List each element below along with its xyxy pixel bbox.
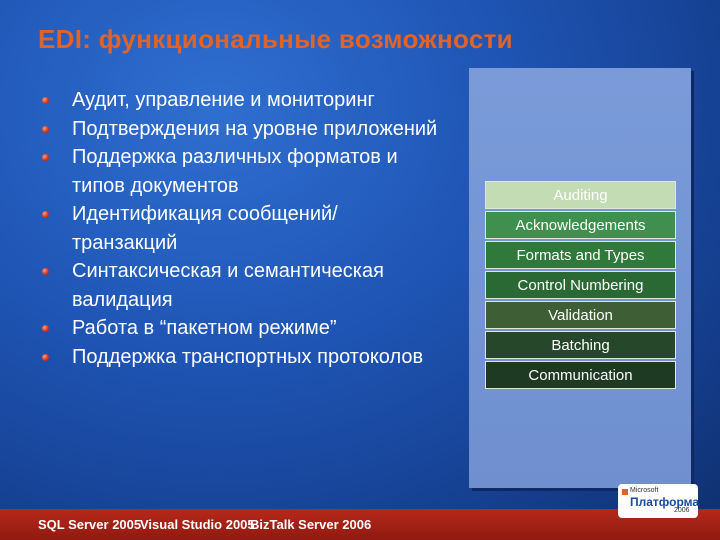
bullet-text: Аудит, управление и мониторинг [72,89,375,111]
bullet-text: Поддержка транспортных протоколов [72,345,424,368]
bullet-text: Идентификация сообщений/ транзакций [72,203,338,254]
bullet-icon [42,126,49,133]
bullet-item [42,115,442,144]
bullet-icon [42,268,49,275]
sql-server-logo-text: SQL Server 2005 [38,517,142,532]
bullet-item [42,200,442,257]
bullet-text: Синтаксическая и семантическая валидация [72,260,384,311]
visual-studio-logo [140,517,255,532]
bullet-text: Поддержка различных форматов и типов документов [72,146,398,197]
layer-auditing: Auditing [485,181,676,209]
brand-ms: Microsoft [630,487,659,494]
platform-logo [618,484,698,518]
bullet-item [42,143,442,200]
visual-studio-logo-text: Visual Studio 2005 [140,517,255,532]
brand-name: Платформа [630,495,700,509]
biztalk-server-logo-text: BizTalk Server 2006 [250,517,372,532]
layer-acknowledgements: Acknowledgements [485,211,676,239]
windows-flag-icon [622,489,628,495]
bullet-list [42,86,442,371]
layer-batching: Batching [485,331,676,359]
bullet-icon [42,154,49,161]
layer-communication: Communication [485,361,676,389]
sql-server-logo [38,517,141,532]
bullet-item [42,343,442,372]
edi-layer-stack [485,181,676,391]
bullet-icon [42,325,49,332]
bullet-item [42,86,442,115]
bullet-icon [42,211,49,218]
layer-control-numbering: Control Numbering [485,271,676,299]
bullet-text: Работа в “пакетном режиме” [72,317,337,339]
layer-validation: Validation [485,301,676,329]
biztalk-server-logo [250,517,371,532]
bullet-item [42,314,442,343]
bullet-icon [42,354,49,361]
bullet-text: Подтверждения на уровне приложений [72,117,438,140]
layer-formats-and-types: Formats and Types [485,241,676,269]
footer-bar [0,509,720,540]
brand-year: 2006 [674,507,690,514]
bullet-icon [42,97,49,104]
slide-title: EDI: функциональные возможности [38,24,513,54]
bullet-item [42,257,442,314]
